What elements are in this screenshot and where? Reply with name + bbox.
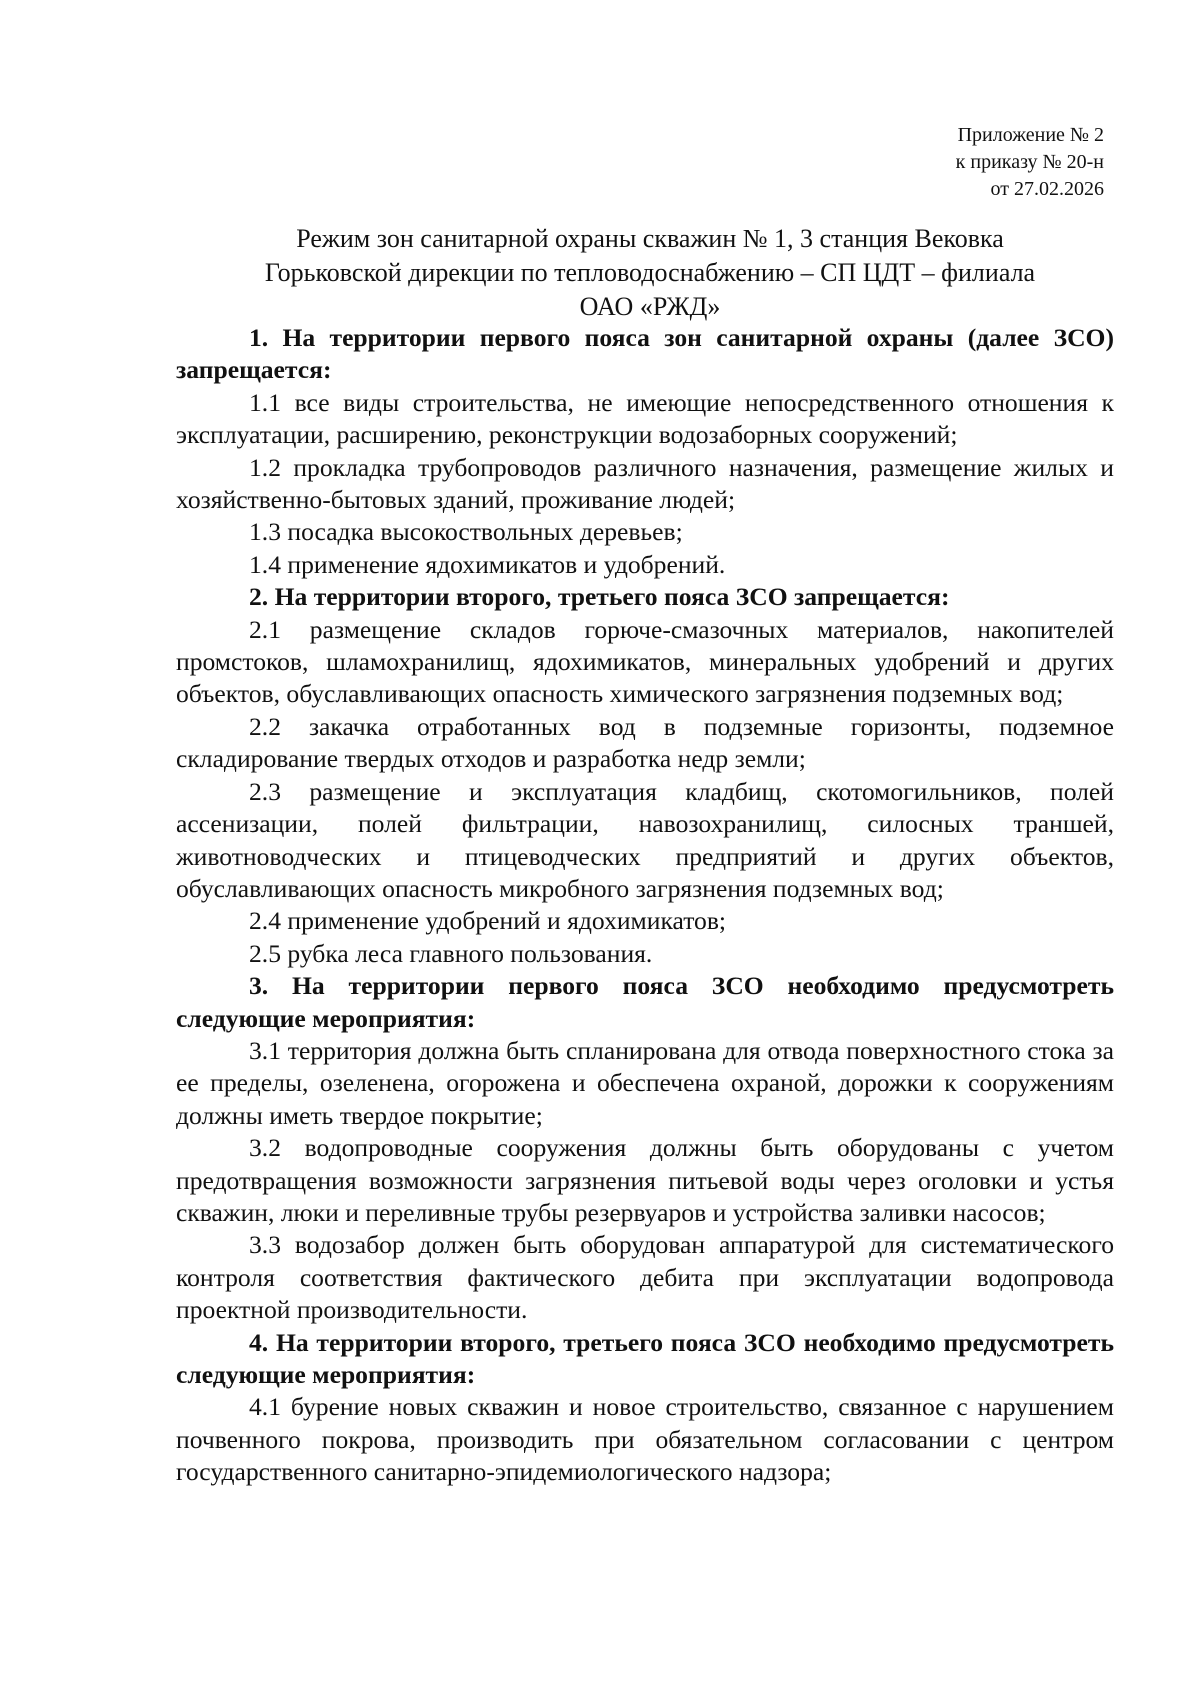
title-line-3: ОАО «РЖД» (579, 292, 721, 321)
section-item: 2.1 размещение складов горюче-смазочных материалов, накопителей промстоков, шламохранилищ, ядохимикатов, минеральных удобрений и других объектов, обуславливающих опасность химического загрязнения подземных вод; (176, 614, 1114, 709)
section-item: 1.4 применение ядохимикатов и удобрений. (249, 549, 726, 579)
title-line-1: Режим зон санитарной охраны скважин № 1, 3 станция Вековка (296, 224, 1004, 253)
annex-order-date: от 27.02.2026 (990, 178, 1104, 200)
section-heading-1: 1. На территории первого пояса зон санитарной охраны (далее ЗСО) запрещается: (176, 323, 1114, 385)
section-heading-4: 4. На территории второго, третьего пояса ЗСО необходимо предусмотреть следующие мероприятия: (176, 1327, 1114, 1389)
title-line-2: Горьковской дирекции по тепловодоснабжению – СП ЦДТ – филиала (264, 258, 1036, 287)
annex-reference (956, 122, 1104, 203)
section-item: 2.4 применение удобрений и ядохимикатов; (249, 906, 727, 936)
section-heading-2: 2. На территории второго, третьего пояса ЗСО запрещается: (249, 582, 950, 612)
section-item: 2.3 размещение и эксплуатация кладбищ, скотомогильников, полей ассенизации, полей фильтрации, навозохранилищ, силосных траншей, животноводческих и птицеводческих предприятий и других объектов, обуславливающих опасность микробного загрязнения подземных вод; (176, 776, 1114, 903)
section-item: 1.3 посадка высокоствольных деревьев; (249, 517, 683, 547)
section-item: 3.3 водозабор должен быть оборудован аппаратурой для систематического контроля соответствия фактического дебита при эксплуатации водопровода проектной производительности. (176, 1230, 1114, 1325)
section-heading-3: 3. На территории первого пояса ЗСО необходимо предусмотреть следующие мероприятия: (176, 971, 1114, 1033)
document-title (175, 222, 1125, 324)
document-body (176, 322, 1114, 1489)
section-item: 1.2 прокладка трубопроводов различного назначения, размещение жилых и хозяйственно-бытовых зданий, проживание людей; (176, 452, 1114, 515)
section-item: 3.2 водопроводные сооружения должны быть оборудованы с учетом предотвращения возможности загрязнения питьевой воды через оголовки и устья скважин, люки и переливные трубы резервуаров и устройства заливки насосов; (176, 1133, 1114, 1227)
section-item: 2.5 рубка леса главного пользования. (249, 938, 653, 968)
section-item: 2.2 закачка отработанных вод в подземные горизонты, подземное складирование твердых отходов и разработка недр земли; (176, 711, 1114, 774)
section-item: 3.1 территория должна быть спланирована для отвода поверхностного стока за ее пределы, озеленена, огорожена и обеспечена охраной, дорожки к сооружениям должны иметь твердое покрытие; (176, 1035, 1114, 1130)
annex-number: Приложение № 2 (957, 124, 1104, 146)
annex-order-number: к приказу № 20-н (955, 151, 1104, 173)
section-item: 4.1 бурение новых скважин и новое строительство, связанное с нарушением почвенного покрова, производить при обязательном согласовании с центром государственного санитарно-эпидемиологического надзора; (176, 1392, 1114, 1487)
section-item: 1.1 все виды строительства, не имеющие непосредственного отношения к эксплуатации, расширению, реконструкции водозаборных сооружений; (176, 387, 1114, 450)
